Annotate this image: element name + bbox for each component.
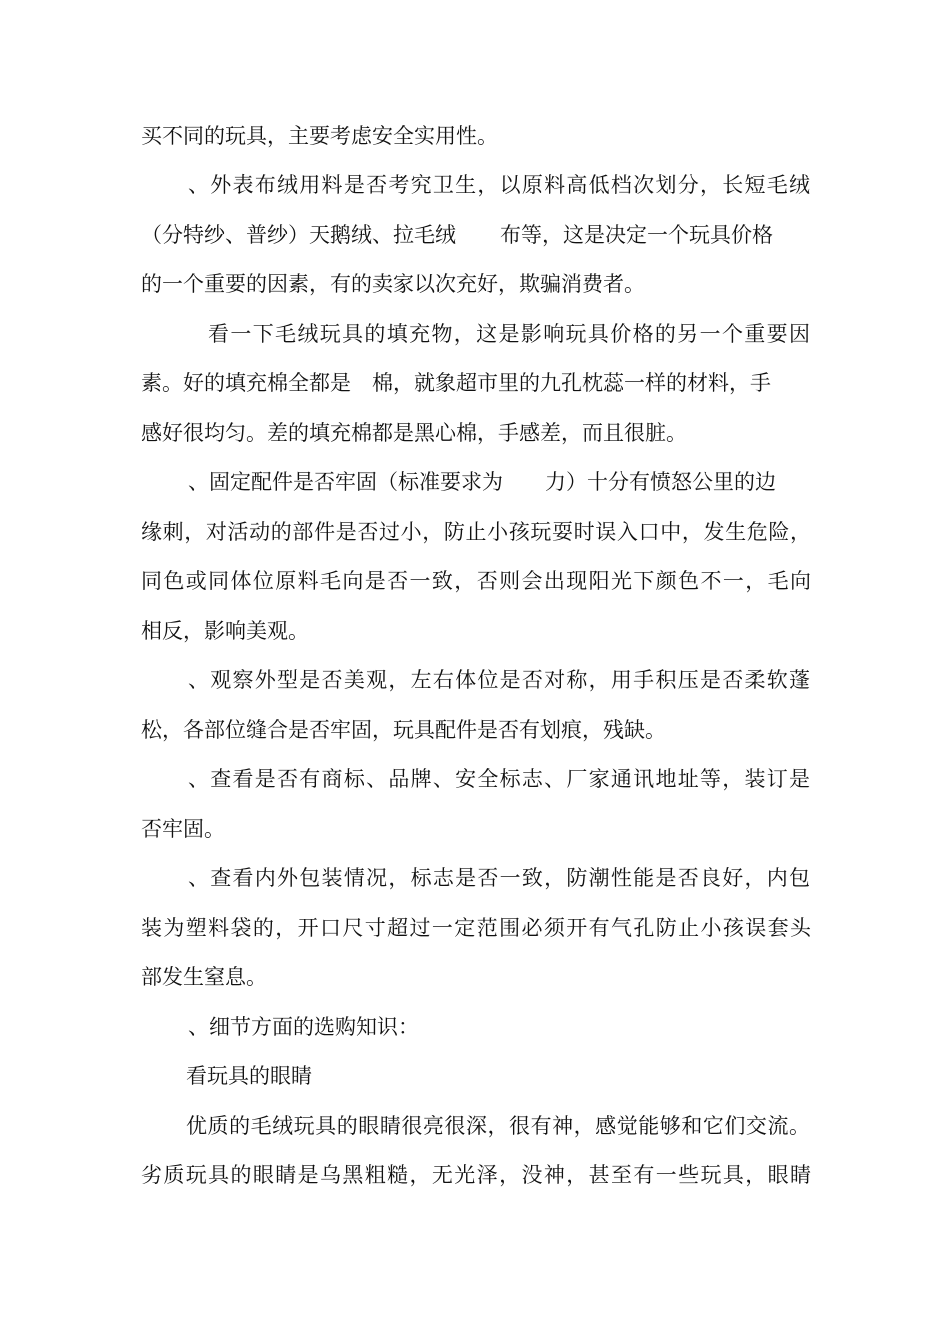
line-text: 看一下毛绒玩具的填充物，这是影响玩具价格的另一个重要因 [208,322,810,346]
line-text: 装为塑料袋的，开口尺寸超过一定范围必须开有气孔防止小孩误套头 [141,916,811,940]
line-text: 、外表布绒用料是否考究卫生，以原料高低档次划分，长短毛绒 [188,173,810,197]
line-text: 、固定配件是否牢固（标准要求为 [188,470,503,494]
paragraph-line [141,715,811,745]
paragraph-line [188,467,810,497]
paragraph-line [188,170,810,200]
line-text: 买不同的玩具，主要考虑安全实用性。 [141,124,498,148]
line-text: 素。好的填充棉全都是 [141,371,351,395]
paragraph-line [141,913,811,943]
paragraph-line [141,368,811,398]
subheading [186,1061,810,1091]
paragraph-line [188,1012,810,1042]
line-text: 、查看内外包装情况，标志是否一致，防潮性能是否良好，内包 [188,866,810,890]
line-text: 布等，这是决定一个玩具价格 [500,223,773,247]
line-text: 松，各部位缝合是否牢固，玩具配件是否有划痕，残缺。 [141,718,666,742]
subheading-text: 看玩具的眼睛 [186,1064,312,1088]
line-text: 部发生窒息。 [141,965,267,989]
paragraph-line [141,814,811,844]
paragraph-line [188,863,810,893]
line-text: 劣质玩具的眼睛是乌黑粗糙，无光泽，没神，甚至有一些玩具，眼睛 [141,1163,811,1187]
line-text: 否牢固。 [141,817,225,841]
line-text: 缘刺，对活动的部件是否过小，防止小孩玩耍时误入口中，发生危险， [141,520,811,544]
paragraph-line [208,319,810,349]
paragraph-line [141,566,811,596]
line-text: （分特纱、普纱）天鹅绒、拉毛绒 [141,223,456,247]
paragraph-line [141,220,811,250]
line-text: 力）十分有愤怒公里的边 [545,470,776,494]
line-text: 、观察外型是否美观，左右体位是否对称，用手积压是否柔软蓬 [188,668,810,692]
line-text: 、查看是否有商标、品牌、安全标志、厂家通讯地址等，装订是 [188,767,810,791]
line-text: 棉，就象超市里的九孔枕蕊一样的材料，手 [372,371,771,395]
paragraph-line [141,269,811,299]
paragraph-line [188,665,810,695]
paragraph-line [188,764,810,794]
line-text: 感好很均匀。差的填充棉都是黑心棉，手感差，而且很脏。 [141,421,687,445]
paragraph-line [186,1111,810,1141]
paragraph-line [141,616,811,646]
paragraph-line [141,121,811,151]
line-text: 、细节方面的选购知识： [188,1015,419,1039]
line-text: 的一个重要的因素，有的卖家以次充好，欺骗消费者。 [141,272,645,296]
line-text: 相反，影响美观。 [141,619,309,643]
paragraph-line [141,1160,811,1190]
paragraph-line [141,517,811,547]
line-text: 同色或同体位原料毛向是否一致，否则会出现阳光下颜色不一，毛向 [141,569,811,593]
paragraph-line [141,418,811,448]
paragraph-line [141,962,811,992]
line-text: 优质的毛绒玩具的眼睛很亮很深，很有神，感觉能够和它们交流。 [186,1114,810,1138]
